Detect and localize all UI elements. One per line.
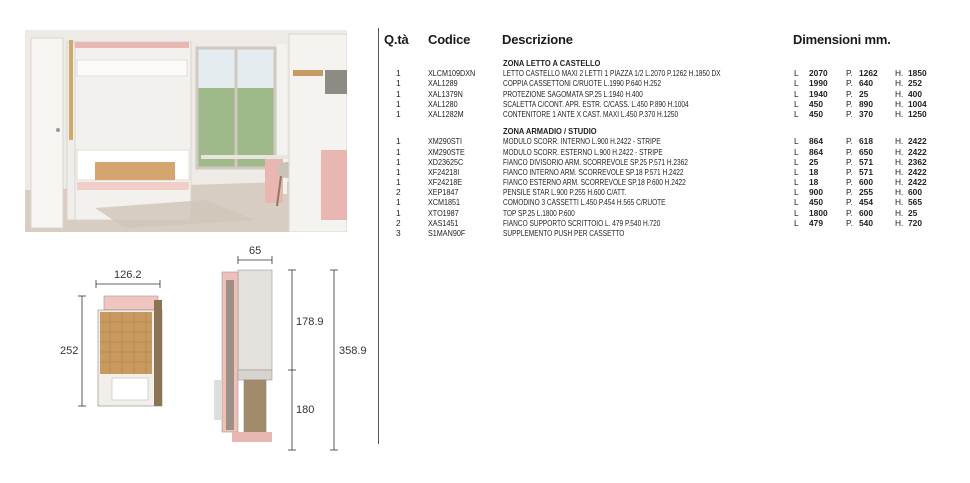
total-height-label: 358.9 xyxy=(339,345,367,357)
vertical-separator xyxy=(378,28,379,444)
upper-height-label: 178.9 xyxy=(296,316,324,328)
header-qty: Q.tà xyxy=(384,32,409,47)
bed-width-label: 126.2 xyxy=(114,269,142,281)
table-row: 2 XEP1847 PENSILE STAR L.900 P.255 H.600 C/ATT. L 900 P. 255 H. 600 xyxy=(396,187,922,198)
table-row: 1 XLCM109DXN LETTO CASTELLO MAXI 2 LETTI 1 PIAZZA 1/2 L.2070 P.1262 H.1850 DX L 2070 P. 1262 H. 1850 xyxy=(396,68,927,79)
table-row: 3 S1MAN90F SUPPLEMENTO PUSH PER CASSETTO xyxy=(396,228,625,238)
table-row: 1 XM290STI MODULO SCORR. INTERNO L.900 H.2422 - STRIPE L 864 P. 618 H. 2422 xyxy=(396,136,927,147)
table-row: 1 XF24218I FIANCO INTERNO ARM. SCORREVOLE SP.18 P.571 H.2422 L 18 P. 571 H. 2422 xyxy=(396,166,927,177)
header-dimensions: Dimensioni mm. xyxy=(793,32,891,47)
table-row: 1 XAL1280 SCALETTA C/CONT. APR. ESTR. C/CASS. L.450 P.890 H.1004 L 450 P. 890 H. 1004 xyxy=(396,98,927,109)
lower-height-label: 180 xyxy=(296,404,315,416)
table-row: 1 XAL1289 COPPIA CASSETTONI C/RUOTE L.1990 P.640 H.252 L 1990 P. 640 H. 252 xyxy=(396,78,922,89)
bed-plan-drawing xyxy=(78,280,162,406)
technical-drawings xyxy=(0,0,380,483)
table-row: 1 XF24218E FIANCO ESTERNO ARM. SCORREVOLE SP.18 P.600 H.2422 L 18 P. 600 H. 2422 xyxy=(396,177,927,188)
table-row: 1 XTO1987 TOP SP.25 L.1800 P.600 L 1800 P. 600 H. 25 xyxy=(396,207,918,218)
items-table xyxy=(386,58,946,238)
table-row: 1 XM290STE MODULO SCORR. ESTERNO L.900 H.2422 - STRIPE L 864 P. 650 H. 2422 xyxy=(396,146,927,157)
table-row: 1 XAL1379N PROTEZIONE SAGOMATA SP.25 L.1940 H.400 L 1940 P. 25 H. 400 xyxy=(396,88,922,99)
table-row: 1 XAL1282M CONTENITORE 1 ANTE X CAST. MAXI L.450 P.370 H.1250 L 450 P. 370 H. 1250 xyxy=(396,108,927,119)
section-title: ZONA ARMADIO / STUDIO xyxy=(503,126,597,137)
header-description: Descrizione xyxy=(502,32,573,47)
bed-length-label: 252 xyxy=(60,345,79,357)
table-row: 1 XD23625C FIANCO DIVISORIO ARM. SCORREVOLE SP.25 P.571 H.2362 L 25 P. 571 H. 2362 xyxy=(396,156,927,167)
table-row: 2 XAS1451 FIANCO SUPPORTO SCRITTOIO L. 479 P.540 H.720 L 479 P. 540 H. 720 xyxy=(396,217,922,228)
wardrobe-elevation-drawing xyxy=(214,256,338,450)
header-code: Codice xyxy=(428,32,471,47)
section-title: ZONA LETTO A CASTELLO xyxy=(503,58,601,68)
table-row: 1 XCM1851 COMODINO 3 CASSETTI L.450 P.454 H.565 C/RUOTE L 450 P. 454 H. 565 xyxy=(396,197,922,208)
wardrobe-depth-label: 65 xyxy=(249,245,262,257)
